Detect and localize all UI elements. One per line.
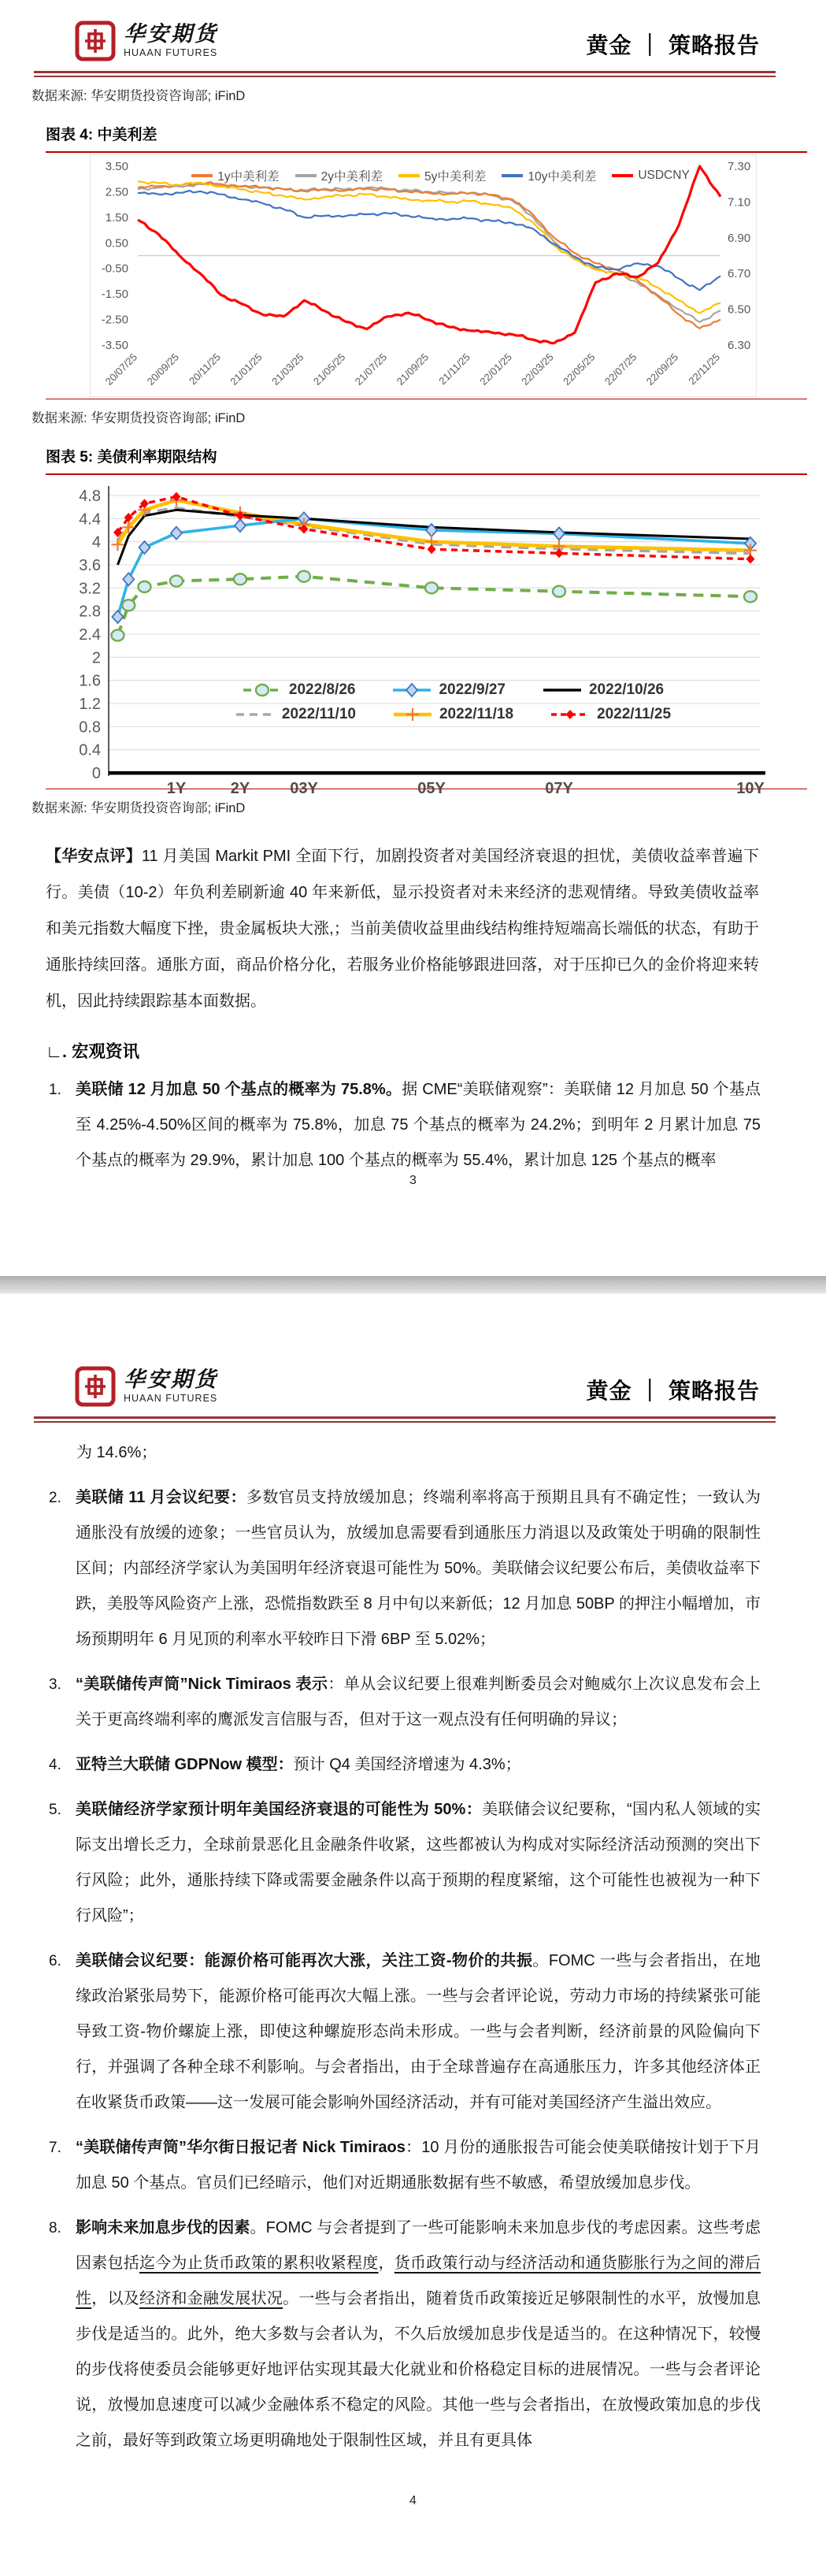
text-segment: 。FOMC 与会者提到了一些可能影响未来加息步伐的考虑因素。这些考虑因素包括 xyxy=(76,2219,761,2272)
figure4-title: 图表 4: 中美利差 xyxy=(46,127,157,143)
svg-text:0: 0 xyxy=(91,765,101,782)
text-segment: 美联储 12 月加息 50 个基点的概率为 75.8%。 xyxy=(76,1081,402,1098)
svg-text:-1.50: -1.50 xyxy=(101,288,128,302)
svg-text:-3.50: -3.50 xyxy=(101,339,128,352)
svg-text:2.8: 2.8 xyxy=(79,603,101,621)
svg-text:-0.50: -0.50 xyxy=(101,262,128,276)
page-number: 3 xyxy=(409,1174,417,1187)
svg-text:1.50: 1.50 xyxy=(105,210,128,225)
list-item-number: 7. xyxy=(49,2140,61,2156)
figure4-plot xyxy=(91,155,754,395)
report-title: 黄金 ｜ 策略报告 xyxy=(586,1379,760,1403)
text-segment: “美联储传声筒”华尔街日报记者 Nick Timiraos xyxy=(76,2139,406,2156)
continuation-text: 为 14.6%； xyxy=(76,1444,157,1461)
list-item xyxy=(49,1792,761,1934)
macro-news-list xyxy=(49,1072,761,1179)
svg-text:22/07/25: 22/07/25 xyxy=(602,351,639,388)
legend-item xyxy=(502,167,596,184)
legend-item xyxy=(542,681,664,699)
figure5-chart xyxy=(31,478,795,797)
svg-text:6.70: 6.70 xyxy=(728,267,751,281)
svg-text:21/05/25: 21/05/25 xyxy=(311,351,348,388)
source-note: 数据来源: 华安期货投资咨询部; iFinD xyxy=(31,411,246,425)
svg-text:2: 2 xyxy=(91,649,101,667)
list-item-number: 2. xyxy=(49,1490,61,1506)
text-segment: 美联储经济学家预计明年美国经济衰退的可能性为 50%： xyxy=(76,1801,483,1818)
legend-item xyxy=(235,706,356,723)
text-segment: 美联储 11 月会议纪要： xyxy=(76,1489,246,1506)
legend-swatch-icon xyxy=(398,174,420,177)
legend-label: USDCNY xyxy=(638,169,690,182)
list-item-text xyxy=(76,2210,761,2459)
analyst-comment xyxy=(46,838,759,1019)
page-3 xyxy=(0,0,826,1276)
legend-swatch-icon xyxy=(502,174,523,177)
svg-text:4.8: 4.8 xyxy=(79,488,101,505)
legend-label: 2022/11/18 xyxy=(439,706,514,722)
list-item-text xyxy=(76,1943,761,2121)
list-item xyxy=(49,1667,761,1738)
svg-text:0.50: 0.50 xyxy=(105,236,128,251)
legend-swatch-icon xyxy=(550,707,591,722)
figure5-top-rule xyxy=(46,473,807,475)
header-rule xyxy=(34,1416,776,1423)
list-item-text xyxy=(76,1667,761,1738)
figure4-legend xyxy=(131,167,750,184)
text-segment: 货币政策行动与经济活动和通货膨胀行为之间的滞后性 xyxy=(76,2255,761,2307)
list-item xyxy=(49,1943,761,2121)
company-logo xyxy=(75,20,218,61)
list-item-number: 5. xyxy=(49,1802,61,1818)
svg-text:6.50: 6.50 xyxy=(728,303,751,317)
svg-text:07Y: 07Y xyxy=(545,780,573,797)
source-note: 数据来源: 华安期货投资咨询部; iFinD xyxy=(31,801,246,815)
header-rule xyxy=(34,71,776,77)
section-title-macro-news: ∟. 宏观资讯 xyxy=(46,1042,139,1061)
text-segment: 影响未来加息步伐的因素 xyxy=(76,2219,250,2236)
figure5-title: 图表 5: 美债利率期限结构 xyxy=(46,449,217,466)
legend-item xyxy=(242,681,356,699)
list-item-number: 3. xyxy=(49,1676,61,1693)
page-4 xyxy=(0,1294,826,2576)
figure4-chart xyxy=(90,154,757,397)
list-item-number: 6. xyxy=(49,1953,61,1969)
svg-text:22/09/25: 22/09/25 xyxy=(643,351,681,388)
text-segment: 据 CME“美联储观察”：美联储 12 月加息 50 个基点至 4.25%-4.50%区间的概率为 75.8%，加息 75 个基点的概率为 24.2%；到明年 2 月累计加息 75 个基点的概率为 29.9%，累计加息 100 个基点的概率为 55.4%，累计加息 125 个基点的概率 xyxy=(76,1081,761,1169)
source-note: 数据来源: 华安期货投资咨询部; iFinD xyxy=(31,89,246,103)
svg-text:2.4: 2.4 xyxy=(79,626,101,644)
text-segment: 美联储会议纪要：能源价格可能再次大涨，关注工资-物价的共振 xyxy=(76,1952,533,1969)
text-segment: ：10 月份的通胀报告可能会使美联储按计划于下月加息 50 个基点。官员们已经暗示，他们对近期通胀数据有些不敏感，希望放缓加息步伐。 xyxy=(76,2139,761,2192)
svg-text:22/03/25: 22/03/25 xyxy=(519,351,556,388)
legend-label: 2022/9/27 xyxy=(439,681,506,698)
list-item-text xyxy=(76,2130,761,2201)
svg-text:03Y: 03Y xyxy=(290,780,318,797)
svg-text:21/03/25: 21/03/25 xyxy=(269,351,306,388)
legend-label: 5y中美利差 xyxy=(424,170,487,184)
svg-text:3.6: 3.6 xyxy=(79,557,101,574)
text-segment: 预计 Q4 美国经济增速为 4.3%； xyxy=(293,1756,521,1773)
svg-text:7.30: 7.30 xyxy=(728,160,751,173)
list-item xyxy=(49,1747,761,1783)
svg-text:22/05/25: 22/05/25 xyxy=(561,351,598,388)
text-segment: 迄今为止货币政策的累积收紧程度 xyxy=(139,2255,379,2272)
legend-item xyxy=(612,169,689,183)
svg-text:6.90: 6.90 xyxy=(728,231,751,245)
text-segment: 美联储会议纪要称，“国内私人领域的实际支出增长乏力，全球前景恶化且金融条件收紧，这些都被认为构成对实际经济活动预测的突出下行风险；此外，通胀持续下降或需要金融条件以高于预期的程度紧缩，这个可能性也被视为一种下行风险”； xyxy=(76,1801,761,1925)
report-title: 黄金 ｜ 策略报告 xyxy=(586,33,760,58)
legend-swatch-icon xyxy=(542,683,583,697)
svg-text:2Y: 2Y xyxy=(230,780,250,797)
text-segment: 亚特兰大联储 GDPNow 模型： xyxy=(76,1756,294,1773)
svg-text:1.2: 1.2 xyxy=(79,696,101,713)
logo-text-en: HUAAN FUTURES xyxy=(124,47,218,59)
logo-text-cn: 华安期货 xyxy=(124,21,218,46)
text-segment: ， xyxy=(378,2255,394,2272)
text-segment: 【华安点评】 xyxy=(46,848,142,865)
svg-text:0.4: 0.4 xyxy=(79,741,101,759)
legend-item xyxy=(398,167,486,184)
svg-text:22/01/25: 22/01/25 xyxy=(477,351,514,388)
list-item-text xyxy=(76,1480,761,1657)
svg-text:20/11/25: 20/11/25 xyxy=(187,351,223,388)
text-segment: “美联储传声筒”Nick Timiraos 表示 xyxy=(76,1676,328,1693)
figure5-plot xyxy=(31,478,795,797)
legend-label: 1y中美利差 xyxy=(217,170,280,184)
list-item-text xyxy=(76,1747,761,1783)
legend-swatch-icon xyxy=(612,174,633,177)
macro-news-list xyxy=(49,1480,761,2459)
legend-label: 2y中美利差 xyxy=(320,170,383,184)
legend-label: 2022/10/26 xyxy=(588,681,665,698)
list-item xyxy=(49,2210,761,2459)
svg-text:21/11/25: 21/11/25 xyxy=(436,351,473,388)
legend-label: 2022/11/10 xyxy=(281,706,356,722)
legend-swatch-icon xyxy=(242,683,283,697)
svg-text:1.6: 1.6 xyxy=(79,672,101,690)
svg-text:22/11/25: 22/11/25 xyxy=(686,351,723,388)
legend-label: 2022/11/25 xyxy=(597,706,672,722)
svg-text:0.8: 0.8 xyxy=(79,718,101,737)
legend-row xyxy=(242,681,664,699)
legend-swatch-icon xyxy=(392,707,433,722)
page-header xyxy=(0,0,826,77)
logo-text-en: HUAAN FUTURES xyxy=(124,1393,218,1405)
text-segment: 经济和金融发展状况 xyxy=(139,2290,283,2307)
legend-swatch-icon xyxy=(391,683,432,697)
legend-item xyxy=(392,706,513,723)
legend-label: 2022/8/26 xyxy=(288,681,356,698)
legend-swatch-icon xyxy=(191,174,213,177)
text-segment: 多数官员支持放缓加息；终端利率将高于预期且具有不确定性；一致认为通胀没有放缓的迹象；一些官员认为，放缓加息需要看到通胀压力消退以及政策处于明确的限制性区间；内部经济学家认为美国明年经济衰退可能性为 50%。美联储会议纪要公布后，美债收益率下跌，美股等风险资产上涨，恐慌指数跌至 8 月中旬以来新低；12 月加息 50BP 的押注小幅增加，市场预期明年 6 月见顶的利率水平较昨日下滑 6BP 至 5.02%； xyxy=(76,1489,761,1648)
svg-text:4.4: 4.4 xyxy=(79,510,101,529)
text-segment: 。一些与会者指出，随着货币政策接近足够限制性的水平，放慢加息步伐是适当的。此外，绝大多数与会者认为，不久后放缓加息步伐是适当的。在这种情况下，较慢的步伐将使委员会能够更好地评估实现其最大化就业和价格稳定目标的进展情况。一些与会者评论说，放慢加息速度可以减少金融体系不稳定的风险。其他一些与会者指出，在放慢政策加息的步伐之前，最好等到政策立场更明确地处于限制性区域，并且有更具体 xyxy=(76,2290,761,2449)
legend-item xyxy=(191,167,279,184)
text-segment: 。FOMC 一些与会者指出，在地缘政治紧张局势下，能源价格可能再次大幅上涨。一些与会者评论说，劳动力市场的持续紧张可能导致工资-物价螺旋上涨，即使这种螺旋形态尚未形成。一些与会者判断，经济前景的风险偏向下行，并强调了各种全球不利影响。与会者指出，由于全球普遍存在高通胀压力，许多其他经济体正在收紧货币政策——这一发展可能会影响外国经济活动，并有可能对美国经济产生溢出效应。 xyxy=(76,1952,761,2111)
list-item xyxy=(49,1072,761,1179)
page-number: 4 xyxy=(409,2494,417,2507)
svg-text:05Y: 05Y xyxy=(417,780,446,797)
figure5-legend xyxy=(118,681,787,723)
svg-text:21/07/25: 21/07/25 xyxy=(352,351,390,388)
svg-text:2.50: 2.50 xyxy=(105,185,128,199)
legend-swatch-icon xyxy=(295,174,317,177)
page-header xyxy=(0,1294,826,1423)
legend-item xyxy=(391,681,506,699)
figure4-top-rule xyxy=(46,151,807,153)
svg-text:3.50: 3.50 xyxy=(105,160,128,173)
list-item xyxy=(49,2130,761,2201)
svg-text:21/01/25: 21/01/25 xyxy=(228,351,265,388)
svg-text:-2.50: -2.50 xyxy=(101,313,128,327)
svg-text:6.30: 6.30 xyxy=(728,339,751,352)
legend-swatch-icon xyxy=(235,707,276,722)
svg-text:7.10: 7.10 xyxy=(728,195,751,210)
svg-text:21/09/25: 21/09/25 xyxy=(394,351,432,388)
company-logo xyxy=(75,1366,218,1407)
list-item xyxy=(49,1480,761,1657)
logo-mark-icon xyxy=(75,1366,116,1407)
svg-text:20/07/25: 20/07/25 xyxy=(102,351,140,388)
list-item-number: 1. xyxy=(49,1082,61,1098)
svg-text:1Y: 1Y xyxy=(166,780,187,797)
legend-item xyxy=(295,167,383,184)
list-item-text xyxy=(76,1072,761,1179)
text-segment: ，以及 xyxy=(91,2290,139,2307)
text-segment: ：单从会议纪要上很难判断委员会对鲍威尔上次议息发布会上关于更高终端利率的鹰派发言信服与否，但对于这一观点没有任何明确的异议； xyxy=(76,1676,761,1728)
logo-mark-icon xyxy=(75,20,116,61)
logo-text-cn: 华安期货 xyxy=(124,1367,218,1392)
svg-text:20/09/25: 20/09/25 xyxy=(144,351,182,388)
legend-row xyxy=(235,706,671,723)
page-separator xyxy=(0,1276,826,1294)
svg-text:10Y: 10Y xyxy=(736,780,765,797)
legend-item xyxy=(550,706,671,723)
svg-text:3.2: 3.2 xyxy=(79,580,101,598)
text-segment: 11 月美国 Markit PMI 全面下行，加剧投资者对美国经济衰退的担忧，美债收益率普遍下行。美债（10-2）年负利差刷新逾 40 年来新低，显示投资者对未来经济的悲观情绪。导致美债收益率和美元指数大幅度下挫，贵金属板块大涨,；当前美债收益里曲线结构维持短端高长端低的状态，有助于通胀持续回落。通胀方面，商品价格分化，若服务业价格能够跟进回落，对于压抑已久的金价将迎来转机，因此持续跟踪基本面数据。 xyxy=(46,848,759,1010)
legend-label: 10y中美利差 xyxy=(528,170,597,184)
list-item-number: 8. xyxy=(49,2220,61,2236)
svg-text:4: 4 xyxy=(91,533,101,551)
list-item-text xyxy=(76,1792,761,1934)
list-item-number: 4. xyxy=(49,1757,61,1773)
